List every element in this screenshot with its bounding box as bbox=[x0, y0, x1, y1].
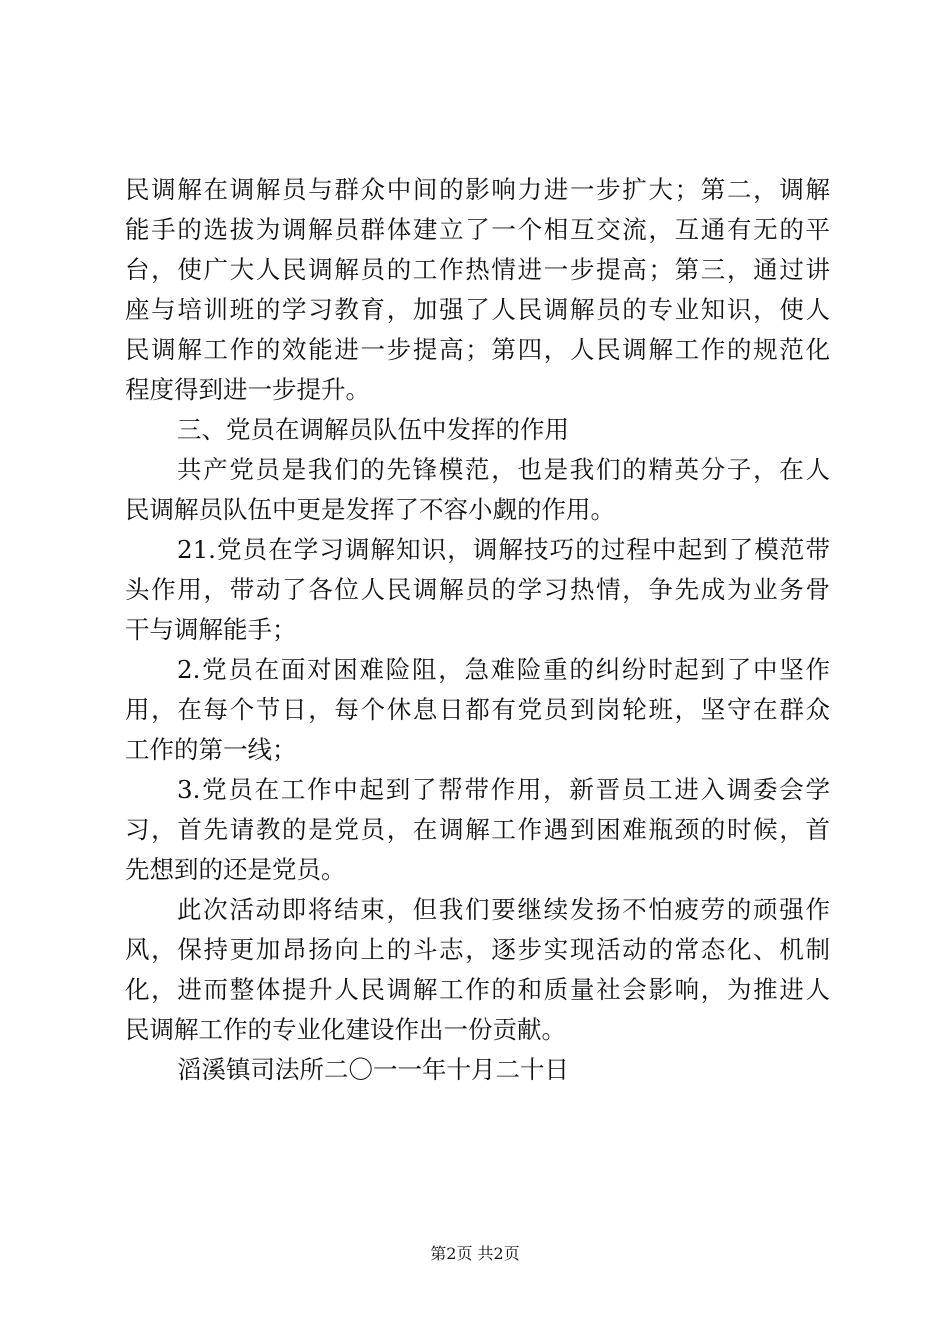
text-line: 共产党员是我们的先锋模范，也是我们的精英分子，在人 bbox=[177, 455, 830, 484]
text-line: 民调解员队伍中更是发挥了不容小觑的作用。 bbox=[125, 495, 615, 524]
text-line: 座与培训班的学习教育，加强了人民调解员的专业知识，使人 bbox=[125, 295, 830, 324]
text-line: 用，在每个节日，每个休息日都有党员到岗轮班，坚守在群众 bbox=[125, 695, 830, 724]
page-number: 第2页 共2页 bbox=[430, 1244, 520, 1263]
section-heading: 三、党员在调解员队伍中发挥的作用 bbox=[177, 415, 569, 444]
text-line: 2.党员在面对困难险阻，急难险重的纠纷时起到了中坚作 bbox=[177, 655, 830, 684]
document-body bbox=[125, 170, 830, 1090]
text-line: 习，首先请教的是党员，在调解工作遇到困难瓶颈的时候，首 bbox=[125, 815, 830, 844]
text-line: 民调解在调解员与群众中间的影响力进一步扩大；第二，调解 bbox=[125, 175, 830, 204]
text-line: 干与调解能手； bbox=[125, 615, 297, 644]
signature-line: 滔溪镇司法所二〇一一年十月二十日 bbox=[177, 1055, 569, 1084]
text-line: 台，使广大人民调解员的工作热情进一步提高；第三，通过讲 bbox=[125, 255, 830, 284]
text-line: 先想到的还是党员。 bbox=[125, 855, 346, 884]
text-line: 民调解工作的效能进一步提高；第四，人民调解工作的规范化 bbox=[125, 335, 830, 364]
text-line: 此次活动即将结束，但我们要继续发扬不怕疲劳的顽强作 bbox=[177, 895, 830, 924]
text-line: 风，保持更加昂扬向上的斗志，逐步实现活动的常态化、机制 bbox=[125, 935, 830, 964]
text-line: 能手的选拔为调解员群体建立了一个相互交流，互通有无的平 bbox=[125, 215, 830, 244]
text-line: 工作的第一线； bbox=[125, 735, 297, 764]
text-line: 21.党员在学习调解知识，调解技巧的过程中起到了模范带 bbox=[177, 535, 830, 564]
text-line: 3.党员在工作中起到了帮带作用，新晋员工进入调委会学 bbox=[177, 775, 830, 804]
text-line: 程度得到进一步提升。 bbox=[125, 375, 370, 404]
text-line: 民调解工作的专业化建设作出一份贡献。 bbox=[125, 1015, 566, 1044]
text-line: 化，进而整体提升人民调解工作的和质量社会影响，为推进人 bbox=[125, 975, 830, 1004]
text-line: 头作用，带动了各位人民调解员的学习热情，争先成为业务骨 bbox=[125, 575, 830, 604]
